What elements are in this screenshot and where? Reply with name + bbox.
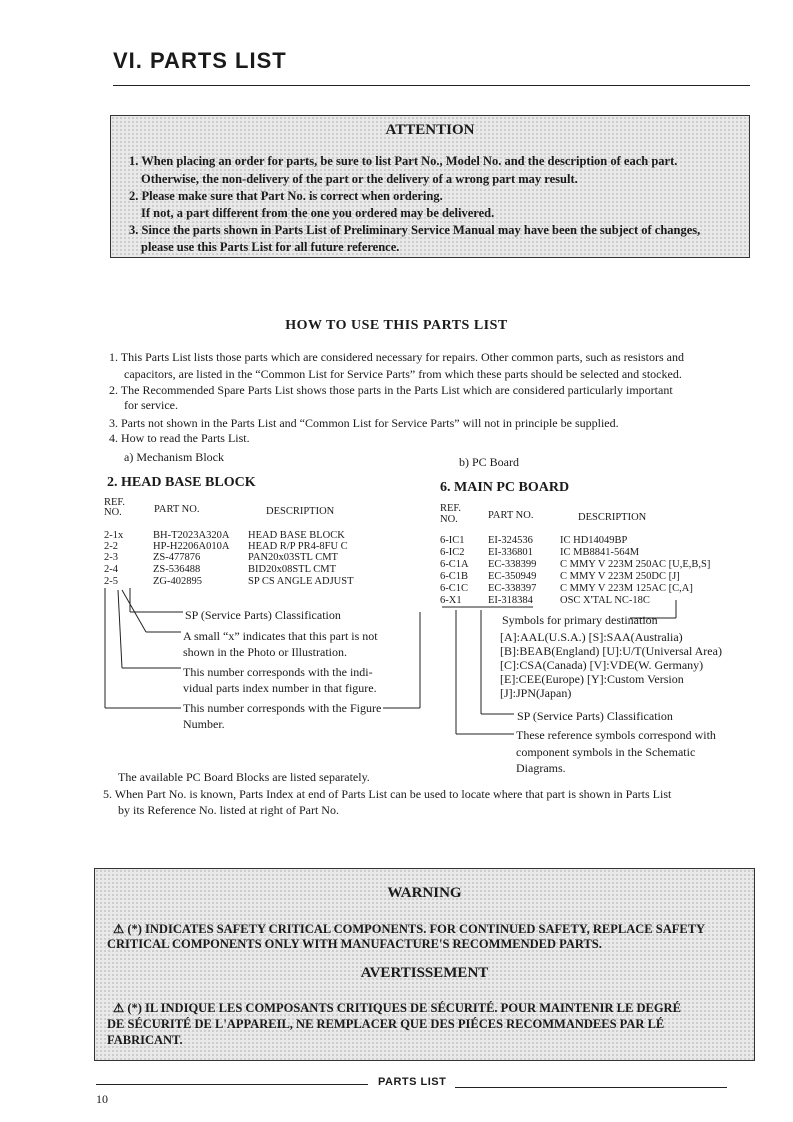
col-ref: NO.	[440, 514, 458, 525]
ref-no: 2-4	[104, 564, 118, 575]
callout-note: This number corresponds with the indi-	[183, 665, 373, 679]
callout-note: component symbols in the Schematic	[516, 745, 696, 759]
part-no: EC-338397	[488, 583, 537, 594]
sub-item-a: a) Mechanism Block	[124, 450, 224, 464]
attention-line: 3. Since the parts shown in Parts List of Preliminary Service Manual may have been the subject of changes,	[129, 223, 701, 237]
symbol-row: [E]:CEE(Europe) [Y]:Custom Version	[500, 672, 684, 686]
col-ref: REF.	[104, 497, 126, 508]
callout-note: This number corresponds with the Figure	[183, 701, 382, 715]
ref-no: 2-3	[104, 552, 118, 563]
how-to-item: capacitors, are listed in the “Common List for Service Parts” from which these parts should be selected and stocked.	[124, 367, 682, 381]
warning-line: ⚠ (*) INDICATES SAFETY CRITICAL COMPONENTS. FOR CONTINUED SAFETY, REPLACE SAFETY	[113, 922, 706, 936]
symbol-row: [J]:JPN(Japan)	[500, 686, 572, 700]
callout-note: shown in the Photo or Illustration.	[183, 645, 347, 659]
sub-item-b: b) PC Board	[459, 455, 519, 469]
how-to-item: by its Reference No. listed at right of Part No.	[118, 803, 339, 817]
col-ref: NO.	[104, 507, 122, 518]
part-no: ZS-536488	[153, 564, 201, 575]
description: IC MB8841-564M	[560, 547, 640, 558]
col-ref: REF.	[440, 503, 462, 514]
ref-no: 6-C1B	[440, 571, 469, 582]
callout-note: vidual parts index number in that figure.	[183, 681, 377, 695]
part-no: EI-336801	[488, 547, 533, 558]
ref-no: 6-C1A	[440, 559, 469, 570]
description: C MMY V 223M 250DC [J]	[560, 571, 680, 582]
pc-board-note: The available PC Board Blocks are listed separately.	[118, 770, 370, 784]
col-part: PART NO.	[154, 504, 200, 515]
attention-line: please use this Parts List for all future reference.	[141, 240, 400, 254]
ref-no: 6-IC2	[440, 547, 465, 558]
part-no: BH-T2023A320A	[153, 530, 230, 541]
ref-no: 6-X1	[440, 595, 462, 606]
part-no: EC-338399	[488, 559, 537, 570]
part-no: HP-H2206A010A	[153, 541, 230, 552]
description: C MMY V 223M 250AC [U,E,B,S]	[560, 559, 711, 570]
col-desc: DESCRIPTION	[578, 512, 647, 523]
page-title: VI. PARTS LIST	[113, 48, 287, 73]
page-number: 10	[96, 1092, 108, 1106]
how-to-item: 2. The Recommended Spare Parts List shows those parts in the Parts List which are considered particularly important	[109, 383, 673, 397]
how-to-heading: HOW TO USE THIS PARTS LIST	[285, 318, 508, 333]
how-to-item: for service.	[124, 398, 178, 412]
warning-line: FABRICANT.	[107, 1033, 183, 1047]
symbol-row: [A]:AAL(U.S.A.) [S]:SAA(Australia)	[500, 630, 683, 644]
callout-note: These reference symbols correspond with	[516, 728, 716, 742]
attention-line: 2. Please make sure that Part No. is correct when ordering.	[129, 189, 443, 203]
symbol-row: [B]:BEAB(England) [U]:U/T(Universal Area)	[500, 644, 722, 658]
attention-heading: ATTENTION	[385, 122, 475, 138]
warning-line: CRITICAL COMPONENTS ONLY WITH MANUFACTURE'S RECOMMENDED PARTS.	[107, 937, 602, 951]
warning-heading: WARNING	[387, 885, 462, 901]
how-to-item: 1. This Parts List lists those parts which are considered necessary for repairs. Other common parts, such as resistors and	[109, 350, 684, 364]
description: HEAD R/P PR4-8FU C	[248, 541, 348, 552]
part-no: ZG-402895	[153, 576, 202, 587]
description: PAN20x03STL CMT	[248, 552, 338, 563]
ref-no: 2-1x	[104, 530, 124, 541]
attention-line: If not, a part different from the one you ordered may be delivered.	[141, 206, 495, 220]
symbol-row: [C]:CSA(Canada) [V]:VDE(W. Germany)	[500, 658, 704, 672]
callout-note: SP (Service Parts) Classification	[517, 709, 673, 723]
col-part: PART NO.	[488, 510, 534, 521]
description: BID20x08STL CMT	[248, 564, 336, 575]
footer-label: PARTS LIST	[378, 1076, 447, 1088]
description: OSC X'TAL NC-18C	[560, 595, 650, 606]
callout-note: Number.	[183, 717, 225, 731]
how-to-item: 5. When Part No. is known, Parts Index at end of Parts List can be used to locate where that part is shown in Parts List	[103, 787, 672, 801]
symbols-title: Symbols for primary destination	[502, 613, 658, 627]
callout-note: A small “x” indicates that this part is not	[183, 629, 378, 643]
attention-line: Otherwise, the non-delivery of the part or the delivery of a wrong part may result.	[141, 172, 578, 186]
avertissement-heading: AVERTISSEMENT	[360, 965, 489, 981]
attention-line: 1. When placing an order for parts, be sure to list Part No., Model No. and the description of each part.	[129, 154, 678, 168]
warning-line: DE SÉCURITÉ DE L'APPAREIL, NE REMPLACER QUE DES PIÉCES RECOMMANDEES PAR LÉ	[107, 1017, 665, 1031]
how-to-item: 4. How to read the Parts List.	[109, 431, 250, 445]
ref-no: 6-IC1	[440, 535, 465, 546]
main-pc-title: 6. MAIN PC BOARD	[440, 480, 570, 495]
part-no: ZS-477876	[153, 552, 201, 563]
ref-no: 2-2	[104, 541, 118, 552]
part-no: EI-318384	[488, 595, 533, 606]
part-no: EI-324536	[488, 535, 533, 546]
how-to-item: 3. Parts not shown in the Parts List and “Common List for Service Parts” will not in principle be supplied.	[109, 416, 619, 430]
ref-no: 2-5	[104, 576, 118, 587]
callout-note: SP (Service Parts) Classification	[185, 608, 341, 622]
ref-no: 6-C1C	[440, 583, 469, 594]
warning-line: ⚠ (*) IL INDIQUE LES COMPOSANTS CRITIQUES DE SÉCURITÉ. POUR MAINTENIR LE DEGRÉ	[113, 1001, 681, 1015]
footer-rule	[96, 1084, 368, 1085]
description: IC HD14049BP	[560, 535, 628, 546]
description: C MMY V 223M 125AC [C,A]	[560, 583, 693, 594]
part-no: EC-350949	[488, 571, 537, 582]
callout-note: Diagrams.	[516, 761, 566, 775]
head-base-title: 2. HEAD BASE BLOCK	[107, 475, 256, 490]
description: HEAD BASE BLOCK	[248, 530, 345, 541]
warning-box	[94, 868, 755, 1061]
description: SP CS ANGLE ADJUST	[248, 576, 354, 587]
footer-rule	[455, 1087, 727, 1088]
col-desc: DESCRIPTION	[266, 506, 335, 517]
